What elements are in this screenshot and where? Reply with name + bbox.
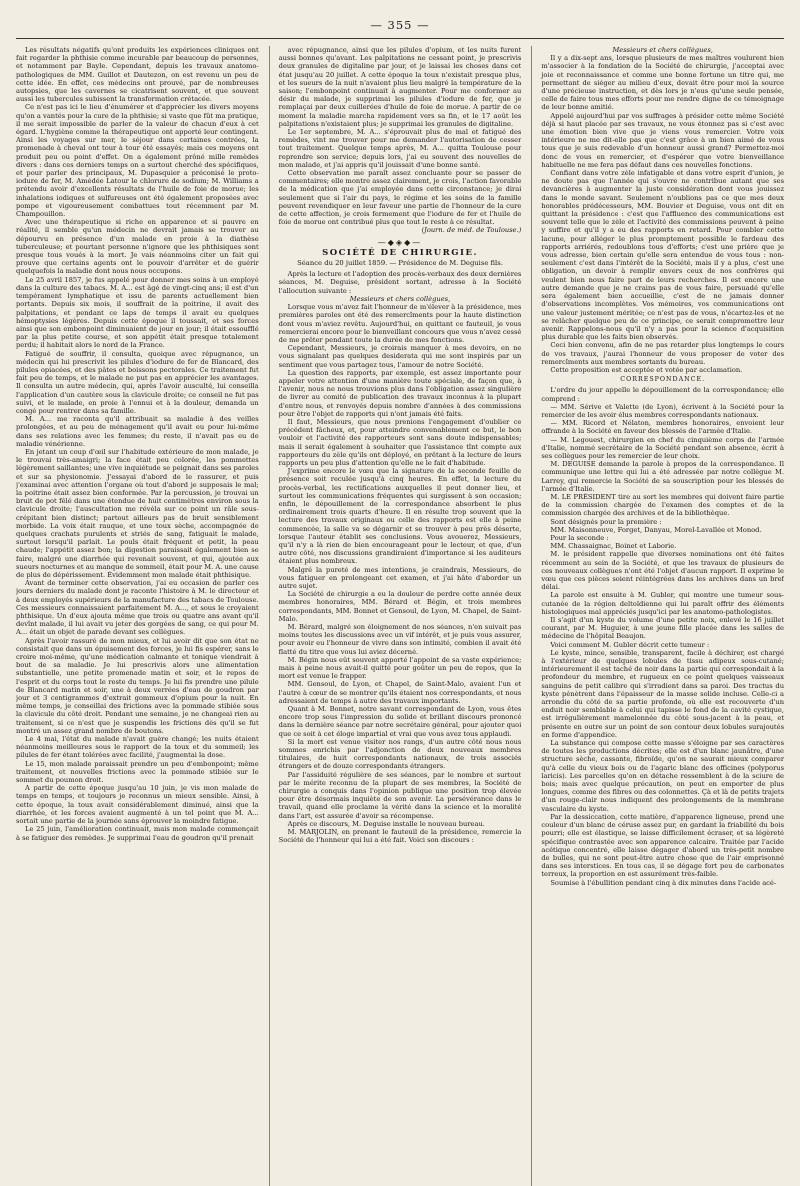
paragraph: Après l'avoir rassuré de mon mieux, et lui avoir dit que son état ne consistait que dans un épuisement des forces, je lui fis espérer, sans le croire moi-même, qu'une médication calmante et tonique viendrait à bout de sa maladie. Je lui prescrivis alors une alimentation substantielle, une petite promenade matin et soir, et le repos de l'esprit et du corps tout le reste du temps. Je lui fis prendre une pilule de Blancard matin et soir, une à deux verrées d'eau de goudron par jour et 3 centigrammes d'extrait gommeux d'opium pour la nuit. En même temps, je conseillai des frictions avec la pommade stibiée sous la clavicule du côté droit. Pendant une semaine, je ne changeai rien au traitement, si ce n'est que je suspendis les frictions dès qu'il se fut montré un assez grand nombre de boutons. <box>16 636 259 735</box>
paragraph: Par la dessiccation, cette matière, d'apparence ligneuse, prend une couleur d'un blanc de céruse assez pur, en gardant la friabilité du bois pourri; elle est élastique, se laisse difficilement écraser, et sa légèreté spécifique contrastée avec son apparence calcaire. Traitée par l'acide acétique concentré, elle laisse dégager d'abord un très-petit nombre de bulles, qui ne sont peut-être autre chose que de l'air emprisonné dans ses interstices. En tous cas, il se dégage fort peu de carbonates terreux, la proportion en est assurément très-faible. <box>541 812 784 879</box>
speech-salutation: Messieurs et chers collègues, <box>612 46 713 54</box>
paragraph: Ce n'est pas ici le lieu d'énumérer et d'apprécier les divers moyens qu'on a vantés pour la cure de la phthisie; si vaste que fût ma pratique, il me serait impossible de parler de la valeur de chacun d'eux à cet égard. L'hygiène comme la thérapeutique ont apporté leur contingent. Ainsi les voyages sur mer, le séjour dans certaines contrées, la promenade à cheval ont tour à tour été essayés; mais ces moyens ont produit peu ou point d'effet. On a également prôné mille remèdes divers : dans ces derniers temps on a surtout cherché des spécifiques, et pour parler des principaux, M. Dupasquier a préconisé le proto-iodure de fer, M. Amédée Latour le chlorure de sodium; M. Williams a prétendu avoir d'excellents résultats de l'huile de foie de morue; les inhalations iodiques et sulfureuses ont été également proposées avec pompe et vigoureusement combattues tout récemment par M. Champouillon. <box>16 103 259 219</box>
paragraph: Avec une thérapeutique si riche en apparence et si pauvre en réalité, il semble qu'un médecin ne devrait jamais se trouver au dépourvu en présence d'un malade en proie à la diathèse tuberculeuse; et pourtant personne n'ignore que les phthisiques sont presque tous voués à la mort. Je vais néanmoins citer un fait qui prouve que certains agents ont le pouvoir d'arrêter et de guérir quelquefois la maladie dont nous nous occupons. <box>16 218 259 276</box>
paragraph: M. DEGUISE demande la parole à propos de la correspondance. Il communique une lettre qui lui a été adressée par notre collègue M. Larrey, qui remercie la Société de sa souscription pour les blessés de l'armée d'Italie. <box>541 460 784 493</box>
paragraph: La parole est ensuite à M. Gubler, qui montre une tumeur sous-cutanée de la région deltoïdienne qui lui paraît offrir des éléments histologiques mal appréciés jusqu'ici par les anatomo-pathologistes. <box>541 591 784 616</box>
paragraph: L'ordre du jour appelle le dépouillement de la correspondance; elle comprend : <box>541 386 784 403</box>
paragraph: Voici comment M. Gubler décrit cette tumeur : <box>550 640 710 649</box>
paragraph: — M. Legouest, chirurgien en chef du cinquième corps de l'armée d'Italie, nommé secrétaire de la Société pendant son absence, écrit à ses collègues pour les remercier de leur choix. <box>541 435 784 460</box>
source-citation: (Journ. de méd. de Toulouse.) <box>421 226 522 235</box>
paragraph: La Société de chirurgie a eu la douleur de perdre cette année deux membres honoraires, MM. Bérard et Bégin, et trois membres correspondants, MM. Bonnet et Gensoul, de Lyon, M. Chapel, de Saint-Malo. <box>278 590 522 623</box>
paragraph: La question des rapports, par exemple, est assez importante pour appeler votre attention d'une manière toute spéciale, de façon que, à l'avenir, nous ne nous trouvions plus dans l'obligation assez singulière de livrer au comité de publication des travaux inconnus à la plupart d'entre nous, et renvoyés depuis nombre d'années à des commissions pour être l'objet de rapports qui n'ont jamais été faits. <box>278 368 522 418</box>
header-rule <box>16 38 784 39</box>
paragraph: Malgré la pureté de mes intentions, je craindrais, Messieurs, de vous fatiguer en prolongeant cet examen, et j'ai hâte d'aborder un autre sujet. <box>278 565 522 590</box>
paragraph: Le 15, mon malade paraissait prendre un peu d'embonpoint; même traitement, et nouvelles frictions avec la pommade stibiée sur le sommet du poumon droit. <box>16 759 259 785</box>
page-number: — 355 — <box>370 18 430 32</box>
paragraph: Le 4 mai, l'état du malade n'avait guère changé; les nuits étaient néanmoins meilleures sous le rapport de la toux et du sommeil; les pilules de fer étant tolérées avec facilité, j'augmentai la dose. <box>16 735 259 760</box>
paragraph: Il y a dix-sept ans, lorsque plusieurs de mes maîtres voulurent bien m'associer à la fondation de la Société de chirurgie, j'acceptai avec joie et reconnaissance et comme une bonne fortune un titre qui, me permettant de siéger au milieu d'eux, devait être pour moi la source d'une précieuse instruction, et dès lors je n'eus qu'une seule pensée, celle de faire tous mes efforts pour me rendre digne de ce témoignage de leur bonne amitié. <box>541 54 784 112</box>
paragraph: Il faut, Messieurs, que nous prenions l'engagement d'oublier ce précédent fâcheux, et, pour atteindre convenablement ce but, le bon vouloir et l'activité des rapporteurs sont sans doute indispensables; mais il serait également à souhaiter que l'assistance tînt compte aux rapporteurs du zèle qu'ils ont déployé, en prêtant à la lecture de leurs rapports un peu plus d'attention qu'elle ne le fait d'habitude. <box>278 417 522 467</box>
paragraph: Par l'assiduité régulière de ses séances, par le nombre et surtout par le mérite reconnu de la plupart de ses membres, la Société de chirurgie a conquis dans l'opinion publique une position trop élevée pour être désormais inquiète de son avenir. La persévérance dans le travail, quand elle proclame la vérité dans la science et la moralité dans l'art, est assurée d'avoir sa récompense. <box>278 770 522 820</box>
outgoing-president-speech <box>279 303 522 844</box>
paragraph: Sont désignés pour la première : <box>550 517 662 526</box>
paragraph: Après la lecture et l'adoption des procès-verbaux des deux dernières séances, M. Deguise, président sortant, adresse à la Société l'allocution suivante : <box>278 270 522 295</box>
paragraph: — MM. Ricord et Nélaton, membres honoraires, envoient leur offrande à la Société en faveur des blessés de l'armée d'Italie. <box>541 419 784 436</box>
paragraph: Cependant, Messieurs, je croirais manquer à mes devoirs, en ne vous signalant pas quelques desiderata qui me sont inspirés par un sentiment que vous partagez tous, l'amour de notre Société. <box>278 344 522 369</box>
paragraph: Le 25 avril 1857, je fus appelé pour donner mes soins à un employé dans la culture des tabacs. M. A... est âgé de vingt-cinq ans; il est d'un tempérament lymphatique et issu de parents actuellement bien portants. Depuis six mois, il souffrait de la poitrine, il avait des palpitations, et pendant ce laps de temps il avait eu quelques hémoptysies légères. Depuis cette époque il toussait, et ses forces ainsi que son embonpoint diminuaient de jour en jour; il était essoufflé par la plus petite course, et son appétit était presque totalement perdu; il habitait alors le nord de la France. <box>16 275 259 350</box>
section-ornament: —◆◈◆— <box>377 237 423 247</box>
paragraph: MM. Gensoul, de Lyon, et Chapel, de Saint-Malo, avaient l'un et l'autre à cœur de se montrer qu'ils étaient nos correspondants, et nous adressaient de temps à autre des travaux importants. <box>278 680 522 705</box>
paragraph: La substance qui compose cette masse s'éloigne par ses caractères de toutes les productions décrites; elle est d'un blanc jaunâtre, d'une structure sèche, cassante, fibroïde, qu'on ne saurait mieux comparer qu'à celle du vieux bois ou de l'agaric blanc des officines (polyporus laricis). Les parcelles qu'on en détache ressemblent à de la sciure de bois; mais avec quelque précaution, on peut en emporter de plus longues, comme des fibres ou des colonnettes. Çà et là de petits trajets d'un rouge-clair nous indiquent des prolongements de la membrane vasculaire du kyste. <box>541 739 784 813</box>
paragraph: Il s'agit d'un kyste du volume d'une petite noix, enlevé le 16 juillet courant, par M. Huguier, à une jeune fille placée dans les salles de médecine de l'hôpital Beaujon. <box>541 616 784 641</box>
correspondence-section <box>541 386 784 886</box>
paragraph: Cette proposition est acceptée et votée par acclamation. <box>550 365 743 374</box>
paragraph: M. le président rappelle que diverses nominations ont été faites récemment au sein de la Société, et que les travaux de plusieurs de ces nouveaux collègues n'ont été l'objet d'aucun rapport. Il exprime le vœu que ces pièces soient réintégrées dans les archives dans un bref délai. <box>541 550 784 592</box>
page-header <box>16 14 784 40</box>
paragraph: M. MARJOLIN, en prenant le fauteuil de la présidence, remercie la Société de l'honneur qui lui a été fait. Voici son discours : <box>278 828 522 845</box>
paragraph: avec répugnance, ainsi que les pilules d'opium, et les nuits furent aussi bonnes qu'avant. Les palpitations ne cessant point, je prescrivis deux granules de digitaline par jour, et je laissai les choses dans cet état jusqu'au 20 juillet. A cette époque la toux n'existait presque plus, et les sueurs de la nuit n'avaient plus lieu malgré la température de la saison; l'embonpoint continuait à augmenter. Pour me conformer au désir du malade, je supprimai les pilules d'iodure de fer, que je remplaçai par deux cuillerées d'huile de foie de morue. A partir de ce moment la maladie marcha rapidement vers sa fin, et le 17 août les palpitations n'existaient plus; je supprimai les granules de digitaline. <box>278 46 522 128</box>
paragraph: MM. Maisonneuve, Forget, Danyau, Morel-Lavallée et Monod. <box>550 525 762 534</box>
society-title: SOCIÉTÉ DE CHIRURGIE. <box>322 247 478 258</box>
paragraph: En jetant un coup d'œil sur l'habitude extérieure de mon malade, je le trouvai très-amaigri; la face était peu colorée, les pommettes légèrement saillantes; une vive inquiétude se peignait dans ses paroles et sur sa physionomie. J'essayai d'abord de le rassurer, et puis j'examinai avec attention l'organe où tout d'abord je supposais le mal; la poitrine était assez bien conformée. Par la percussion, je trouvai un bruit de pot fêlé dans une étendue de huit centimètres environ sous la clavicule droite; l'auscultation me révéla sur ce point un râle sous-crépitant bien distinct; partout ailleurs pas de bruit sensiblement morbide. La voix était rauque, et une toux sèche, accompagnée de quelques crachats purulents et striés de sang, fatiguait le malade, surtout lorsqu'il parlait. Le pouls était fréquent et petit, la peau chaude; l'appétit assez bon; la digestion paraissait également bien se faire, malgré une diarrhée qui revenait souvent, et qui, ajoutée aux sueurs nocturnes et au manque de sommeil, était pour M. A. une cause de plus de dépérissement. Évidemment mon malade était phthisique. <box>16 447 259 579</box>
paragraph: A partir de cette époque jusqu'au 10 juin, je vis mon malade de temps en temps, et toujours je reconnus un mieux sensible. Ainsi, à cette époque, la toux avait considérablement diminué, ainsi que la diarrhée, et les forces avaient augmenté à un tel point que M. A... sortait une partie de la journée sans éprouver la moindre fatigue. <box>16 784 259 826</box>
paragraph: Pour la seconde : <box>550 533 609 542</box>
paragraph: Si la mort est venue visiter nos rangs, d'un autre côté nous nous sommes enrichis par l'adjonction de deux nouveaux membres titulaires, de huit correspondants nationaux, de trois associés étrangers et de douze correspondants étrangers. <box>278 737 522 771</box>
paragraph: Le kyste, mince, sensible, transparent, facile à déchirer, est chargé à l'extérieur de quelques lobules de tissu adipeux sous-cutané; intérieurement il est taché de noir dans la partie qui correspondait à la profondeur du membre, et rugueux en ce point quelques vaisseaux sanguins de petit calibre qui s'irradient dans sa paroi. Des tractus du kyste pénètrent dans l'épaisseur de la masse solide incluse. Celle-ci a arrondie du côté de sa partie profonde, où elle est recouverte d'un enduit noir semblable à celui qui tapisse le fond de la cavité cystique, est irrégulièrement mamelonnée du côté sous-jacent à la peau, et présente en outre sur un point de son contour deux lobules surajoutés en forme d'appendice. <box>541 648 784 739</box>
paragraph: M. LE PRÉSIDENT tire au sort les membres qui doivent faire partie de la commission chargée de l'examen des comptes et de la commission chargée des archives et de la bibliothèque. <box>541 492 784 518</box>
session-intro <box>279 270 522 295</box>
paragraph: M. Bégin nous eût souvent apporté l'appoint de sa vaste expérience; mais à peine nous avait-il quitté pour goûter un peu de repos, que la mort est venue le frapper. <box>278 655 522 681</box>
text-columns <box>16 46 784 1186</box>
speech-salutation: Messieurs et chers collègues, <box>349 294 451 303</box>
paragraph: Le 25 juin, l'amélioration continuait, mais mon malade commençait à se fatiguer des remèdes. Je supprimai l'eau de goudron qu'il prenait <box>16 825 259 842</box>
paragraph: Avant de terminer cette observation, j'ai eu occasion de parler ces jours derniers du malade dont je raconte l'histoire à M. le directeur et à deux employés supérieurs de la manufacture des tabacs de Toulouse. Ces messieurs connaissaient parfaitement M. A..., et sous le croyaient phthisique. Un d'eux ajouta même que trois ou quatre ans avant qu'il devînt malade, il lui avait vu jeter des gorgées de sang, ce qui pour M. A... était un objet de parade devant ses collègues. <box>16 579 259 637</box>
paragraph: Soumise à l'ébullition pendant cinq à dix minutes dans l'acide acé- <box>550 878 777 887</box>
paragraph: Fatigué de souffrir, il consulta, quoique avec répugnance, un médecin qui lui prescrivit les pilules d'iodure de fer de Blancard, des pilules opiacées, et des pâtes et boissons pectorales. Ce traitement fut fait peu de temps, et le malade ne put pas en apprécier les avantages. Il consulta un autre médecin, qui, après l'avoir ausculté, lui conseilla l'application d'un cautère sous la clavicule droite; ce conseil ne fut pas suivi, et le malade, en proie à l'ennui et à la douleur, demanda un congé pour rentrer dans sa famille. <box>16 349 259 415</box>
column-2 <box>269 46 522 1186</box>
new-president-speech <box>541 54 784 374</box>
paragraph: MM. Chassaignac, Boinet et Laborie. <box>550 542 677 551</box>
paragraph: Quant à M. Bonnet, notre savant correspondant de Lyon, vous êtes encore trop sous l'impression du solide et brillant discours prononcé dans la dernière séance par notre secrétaire général, pour ajouter quoi que ce soit à cet éloge impartial et vrai que vous avez tous applaudi. <box>278 705 522 738</box>
paragraph: Le 1er septembre, M. A... s'éprouvait plus de mal et fatigué des remèdes, vint me trouver pour me demander l'autorisation de cesser tout traitement. Quelque temps après, M. A... quitta Toulouse pour reprendre son service; depuis lors, j'ai eu souvent des nouvelles de mon malade, et j'ai appris qu'il jouissait d'une bonne santé. <box>278 128 522 169</box>
paragraph: Appelé aujourd'hui par vos suffrages à présider cette même Société déjà si haut placée par ses travaux, ne vous étonnez pas si c'est avec une émotion bien vive que je viens vous remercier. Votre voix intérieure ne me dit-elle pas que c'est grâce à un bien aimé de vous tous que je suis redevable d'un honneur aussi grand? Permettez-moi donc de vous en remercier, et d'espérer que votre bienveillance habituelle ne me fera pas défaut dans ces nouvelles fonctions. <box>541 111 784 169</box>
paragraph: Cette observation me paraît assez concluante pour se passer de commentaires; elle montre assez clairement, je crois, l'action favorable de la médication que j'ai employée dans cette circonstance; je dirai seulement que si l'air du pays, le régime et les soins de la famille peuvent revendiquer en leur faveur une partie de l'honneur de la cure de cette affection, je crois fermement que l'iodure de fer et l'huile de foie de morue ont contribué plus que tout le reste à ce résultat. <box>278 169 522 227</box>
paragraph: Après ce discours, M. Deguise installe le nouveau bureau. <box>287 819 485 828</box>
paragraph: M. Bérard, malgré son éloignement de nos séances, n'en suivait pas moins toutes les discussions avec un vif intérêt, et je puis vous assurer, pour avoir eu l'honneur de vivre dans son intimité, combien il avait été flatté du titre que vous lui aviez décerné. <box>278 623 522 656</box>
paragraph: — MM. Sérive et Valette (de Lyon), écrivent à la Société pour la remercier de les avoir élus membres correspondants nationaux. <box>541 402 784 419</box>
paragraph: M. A... me raconta qu'il attribuait sa maladie à des veilles prolongées, et au peu de ménagement qu'il avait eu pour lui-même dans ses relations avec les femmes; du reste, il n'avait pas eu de maladie vénérienne. <box>16 415 259 448</box>
paragraph: Lorsque vous m'avez fait l'honneur de m'élever à la présidence, mes premières paroles ont été des remercîments pour la haute distinction dont vous m'aviez revêtu. Aujourd'hui, en quittant ce fauteuil, je vous remercierai encore pour le bienveillant concours que vous n'avez cessé de me prêter pendant toute la durée de mes fonctions. <box>278 303 522 344</box>
paragraph: Les résultats négatifs qu'ont produits les expériences cliniques ont fait regarder la phthisie comme incurable par beaucoup de personnes, et notamment par Bayle. Cependant, depuis les travaux anatomo-pathologiques de MM. Guillot et Dautezon, on est revenu un peu de cette idée. En effet, ces médecins ont prouvé, par de nombreuses autopsies, que les cavernes se cicatrisent souvent, et que souvent aussi les tubercules subissent la transformation crétacée. <box>16 46 259 104</box>
session-heading: Séance du 20 juillet 1859. — Présidence de M. Deguise fils. <box>297 259 503 268</box>
medical-case-conclusion <box>279 46 522 226</box>
paragraph: J'exprime encore le vœu que la signature de la seconde feuille de présence soit reculée jusqu'à cinq heures. En effet, la lecture du procès-verbal, les rectifications auxquelles il peut donner lieu, et surtout les communications fréquentes qui surgissent à son occasion; enfin, le dépouillement de la correspondance absorbent le plus ordinairement trois quarts d'heure. Il en résulte trop souvent que la lecture des travaux originaux ou celle des rapports est elle à peine commencée, la salle va se dégarnir et se trouver à peu près déserte, lorsque l'auteur établit ses conclusions. Vous avouerez, Messieurs, qu'il n'y a là rien de bien encourageant pour le lecteur, et que, d'un autre côté, nos discussions grandiraient d'importance si les auditeurs étaient plus nombreux. <box>278 467 522 566</box>
correspondence-heading: CORRESPONDANCE. <box>620 376 706 384</box>
paragraph: Confiant dans votre zèle infatigable et dans votre esprit d'union, je ne doute pas que l'année qui s'ouvre ne contribue autant que ses devancières à augmenter la juste considération dont vous jouissez dans le monde savant. Seulement n'oublions pas ce que mes deux honorables prédécesseurs, MM. Bouvier et Deguise, vous ont dit en quittant la présidence : c'est que l'affluence des communications est souvent telle que le zèle et l'activité des commissions peuvent à peine y suffire et qu'il y a eu des rapports en retard. Pour combler cette lacune, pour alléger le plus promptement possible le fardeau des rapports arriérés, redoublons tous d'efforts; c'est une prière que je vous adresse, bien certain qu'elle sera entendue de vous tous : non-seulement c'est dans l'intérêt de la Société, mais il y a plus, c'est une obligation, un devoir à remplir envers ceux de nos confrères qui veulent bien nous faire part de leurs recherches. Il est encore une autre demande que je ne crains pas de vous faire, persuadé qu'elle sera également bien accueillie, c'est de ne jamais donner d'observations incomplètes. Vos mémoires, vos communications ont une valeur justement méritée; ce n'est pas de vous, n'écartez-les et ne se relâcher quelque peu de ce principe, ce serait compromettre leur avenir. Rappelons-nous qu'il n'y a pas pour la science d'acquisition plus durable que les faits bien observés. <box>541 169 784 342</box>
column-1 <box>16 46 259 1186</box>
paragraph: Ceci bien convenu, afin de ne pas retarder plus longtemps le cours de vos travaux, j'aurai l'honneur de vous proposer de voter des remercîments aux membres sortants du bureau. <box>541 341 784 366</box>
column-3 <box>531 46 784 1186</box>
